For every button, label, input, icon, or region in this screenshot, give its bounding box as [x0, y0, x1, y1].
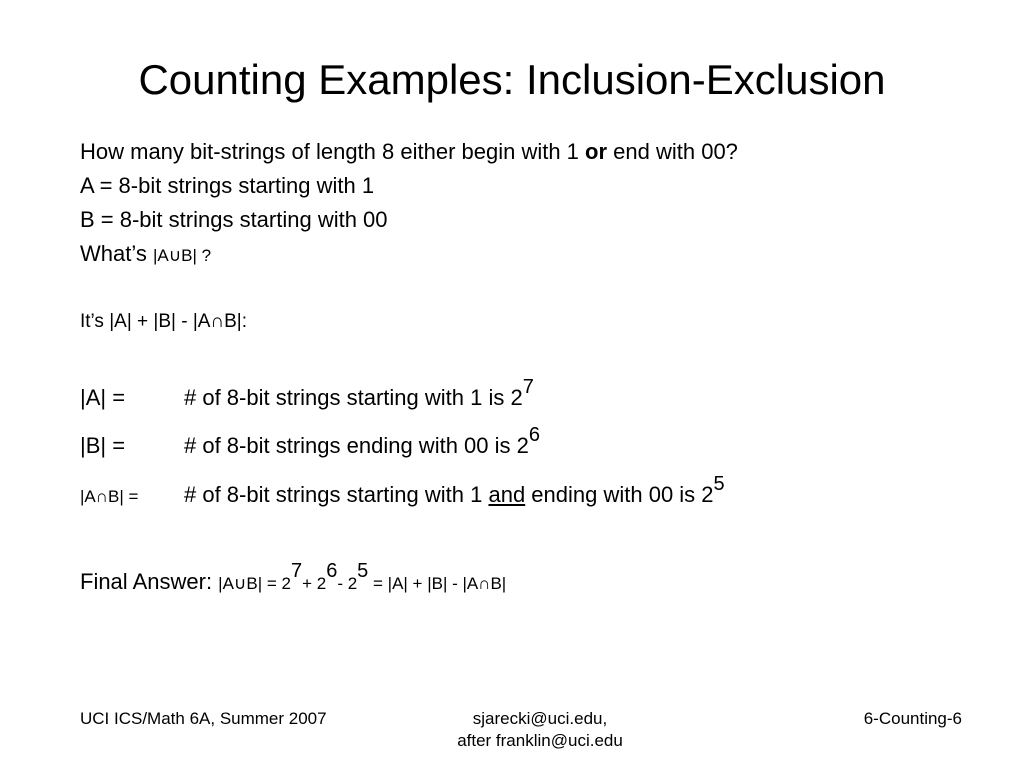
def-text-ab-after: ending with 00 is 2 — [525, 482, 714, 507]
footer-right: 6-Counting-6 — [863, 709, 962, 728]
def-text-ab-before: # of 8-bit strings starting with 1 — [184, 482, 489, 507]
footer-center — [400, 708, 680, 752]
final-exp3: 5 — [357, 559, 369, 582]
def-label-a: |A| = — [80, 385, 126, 410]
final-lhs: |A∪B| = 2 — [218, 574, 291, 593]
footer-center-line2: after franklin@uci.edu — [457, 731, 623, 750]
set-a-definition: A = 8-bit strings starting with 1 — [80, 173, 375, 198]
footer-center-line1: sjarecki@uci.edu, — [472, 709, 608, 728]
def-row-b — [80, 423, 540, 460]
whats-prefix: What’s — [80, 241, 153, 266]
question-or: or — [585, 139, 608, 164]
final-exp2: 6 — [326, 559, 338, 582]
def-text-a: # of 8-bit strings starting with 1 is 2 — [184, 385, 523, 410]
def-label-b: |B| = — [80, 433, 126, 458]
final-label: Final Answer: — [80, 569, 219, 594]
final-t2: - 2 — [337, 574, 358, 593]
question-part2: end with 00? — [607, 139, 738, 164]
final-t1: + 2 — [302, 574, 327, 593]
def-text-b: # of 8-bit strings ending with 00 is 2 — [184, 433, 529, 458]
def-exp-b: 6 — [528, 423, 540, 446]
def-exp-a: 7 — [522, 375, 534, 398]
formula-line: It’s |A| + |B| - |A∩B|: — [80, 311, 247, 332]
final-exp1: 7 — [290, 559, 303, 582]
question-line — [80, 138, 738, 166]
question-part1: How many bit-strings of length 8 either begin with 1 — [80, 139, 586, 164]
slide-title: Counting Examples: Inclusion-Exclusion — [138, 56, 886, 103]
set-b-definition: B = 8-bit strings starting with 00 — [80, 207, 388, 232]
def-exp-ab: 5 — [713, 472, 725, 495]
footer-left: UCI ICS/Math 6A, Summer 2007 — [80, 709, 327, 728]
def-row-a — [80, 375, 534, 412]
whats-expr: |A∪B| ? — [152, 246, 212, 265]
def-text-ab-and: and — [488, 482, 526, 507]
whats-line — [80, 240, 211, 270]
final-answer-line — [80, 559, 507, 598]
final-rhs: = |A| + |B| - |A∩B| — [368, 574, 507, 593]
def-row-ab — [80, 472, 725, 511]
def-label-ab: |A∩B| = — [80, 487, 139, 506]
